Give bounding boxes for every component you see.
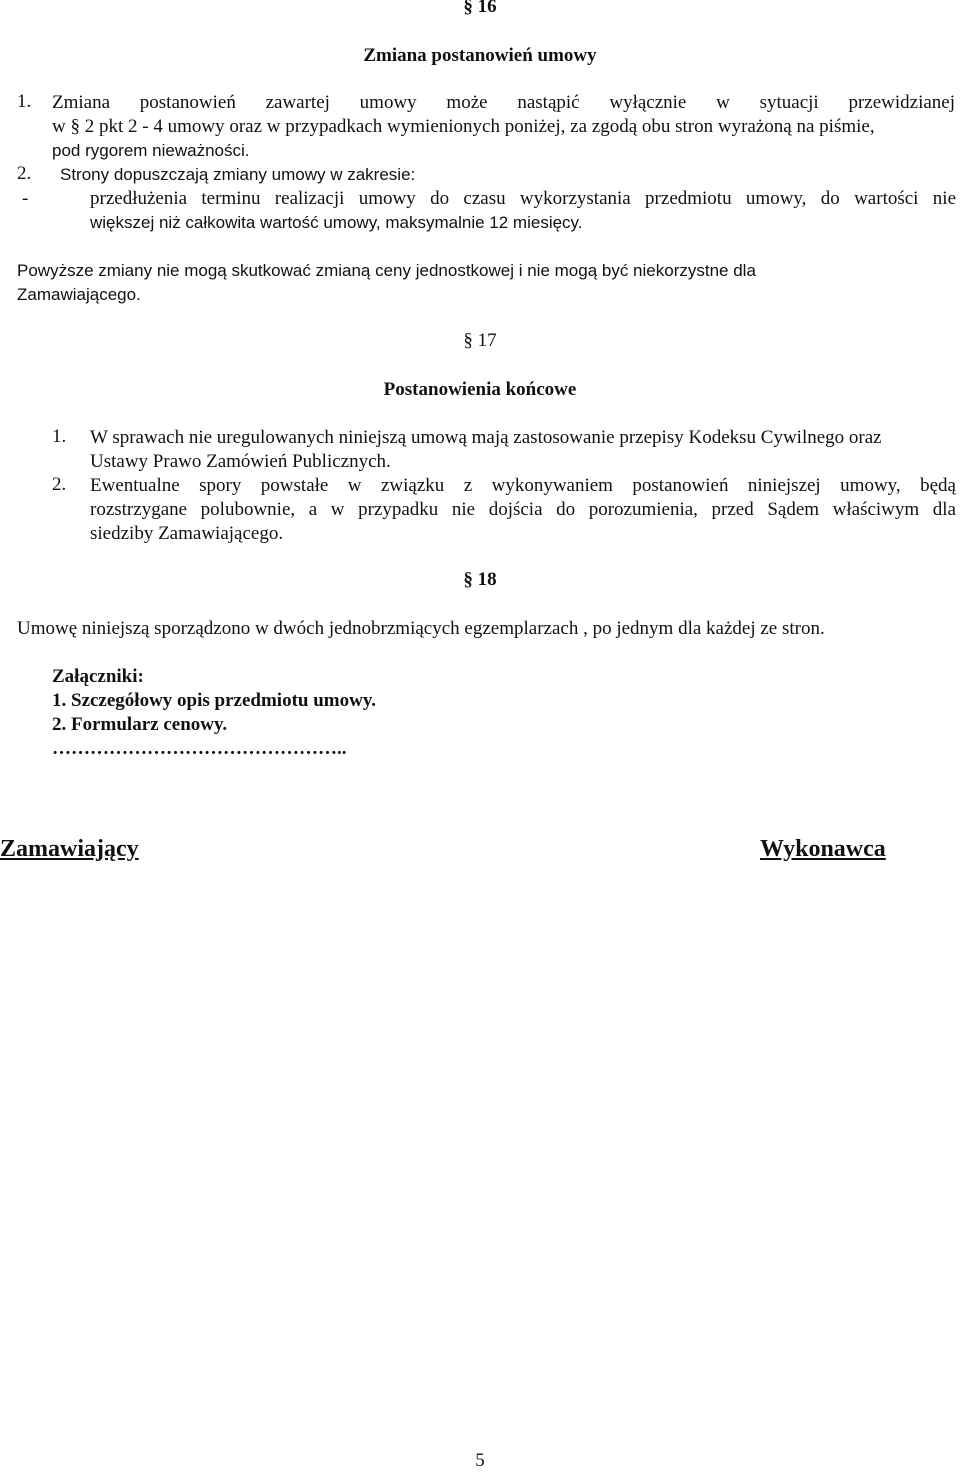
s16-note-line1: Powyższe zmiany nie mogą skutkować zmianą ceny jednostkowej i nie mogą być niekorzystne dla (17, 261, 756, 280)
s17-item1-line1: W sprawach nie uregulowanych niniejszą umową mają zastosowanie przepisy Kodeksu Cywilnego oraz (90, 427, 882, 448)
section-17-number: § 17 (463, 330, 497, 351)
s17-item1-number: 1. (52, 426, 67, 447)
s16-item1-line2: w § 2 pkt 2 - 4 umowy oraz w przypadkach wymienionych poniżej, za zgodą obu stron wyrażoną na piśmie, (52, 116, 875, 137)
attachment-dots: ……………………………………….. (52, 738, 347, 759)
section-16-title: Zmiana postanowień umowy (363, 45, 597, 66)
s16-item2-intro: Strony dopuszczają zmiany umowy w zakresie: (60, 165, 416, 184)
s17-item2-line2: rozstrzygane polubownie, a w przypadku nie dojścia do porozumienia, przed Sądem właściwym dla (90, 499, 956, 520)
s17-item2-line3: siedziby Zamawiającego. (90, 523, 284, 544)
s17-item1-line2: Ustawy Prawo Zamówień Publicznych. (90, 451, 391, 472)
s17-item2-line1: Ewentualne spory powstałe w związku z wykonywaniem postanowień niniejszej umowy, będą (90, 475, 956, 496)
signature-left-zamawiajacy: Zamawiający (0, 836, 139, 862)
section-16-number: § 16 (463, 0, 497, 17)
s16-item1-line3: pod rygorem nieważności. (52, 141, 250, 160)
s16-item1-number: 1. (17, 91, 32, 112)
s16-item2-number: 2. (17, 163, 32, 184)
s16-item1-line1: Zmiana postanowień zawartej umowy może nastąpić wyłącznie w sytuacji przewidzianej (52, 92, 955, 113)
page-number: 5 (475, 1450, 485, 1471)
attachments-heading: Załączniki: (52, 666, 144, 687)
attachment-item-1: 1. Szczegółowy opis przedmiotu umowy. (52, 690, 377, 711)
s17-item2-number: 2. (52, 474, 67, 495)
s16-item2-sub-line2: większej niż całkowita wartość umowy, maksymalnie 12 miesięcy. (90, 213, 583, 232)
section-17-title: Postanowienia końcowe (383, 379, 577, 400)
section-18-text: Umowę niniejszą sporządzono w dwóch jednobrzmiących egzemplarzach , po jednym dla każdej ze stron. (17, 618, 825, 639)
section-18-number: § 18 (463, 569, 497, 590)
signature-right-wykonawca: Wykonawca (760, 836, 886, 862)
s16-note-line2: Zamawiającego. (17, 285, 141, 304)
s16-item2-dash: - (22, 188, 29, 209)
attachment-item-2: 2. Formularz cenowy. (52, 714, 228, 735)
s16-item2-sub-line1: przedłużenia terminu realizacji umowy do czasu wykorzystania przedmiotu umowy, do wartości nie (90, 188, 956, 209)
